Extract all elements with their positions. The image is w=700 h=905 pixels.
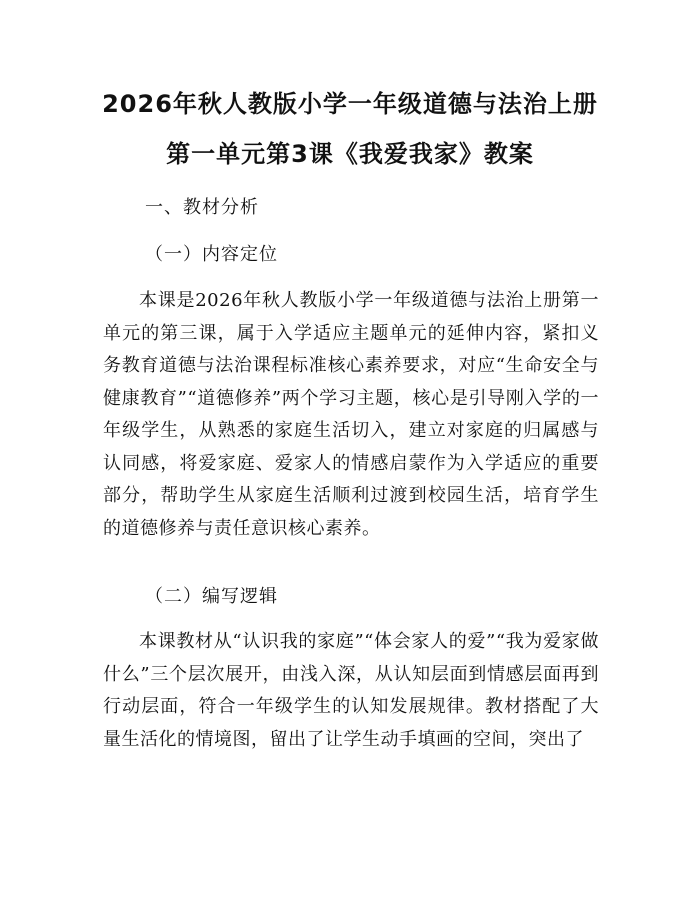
paragraph-writing-logic: 本课教材从“认识我的家庭”“体会家人的爱”“我为爱家做什么”三个层次展开，由浅入深，从认知层面到情感层面再到行动层面，符合一年级学生的认知发展规律。教材搭配了大量生活化的情境图，留出了让学生动手填画的空间，突出了 xyxy=(103,631,599,750)
document-title-line-1: 2026年秋人教版小学一年级道德与法治上册 xyxy=(102,90,598,118)
document-title-line-2: 第一单元第3课《我爱我家》教案 xyxy=(166,140,534,168)
paragraph-content-positioning: 本课是2026年秋人教版小学一年级道德与法治上册第一单元的第三课，属于入学适应主题单元的延伸内容，紧扣义务教育道德与法治课程标准核心素养要求，对应“生命安全与健康教育”“道德修养”两个学习主题，核心是引导刚入学的一年级学生，从熟悉的家庭生活切入，建立对家庭的归属感与认同感，将爱家庭、爱家人的情感启蒙作为入学适应的重要部分，帮助学生从家庭生活顺利过渡到校园生活，培育学生的道德修养与责任意识核心素养。 xyxy=(103,290,599,539)
section-heading-teaching-material-analysis: 一、教材分析 xyxy=(145,197,259,218)
subsection-heading-content-positioning: （一）内容定位 xyxy=(145,244,278,265)
subsection-heading-writing-logic: （二）编写逻辑 xyxy=(145,586,278,607)
